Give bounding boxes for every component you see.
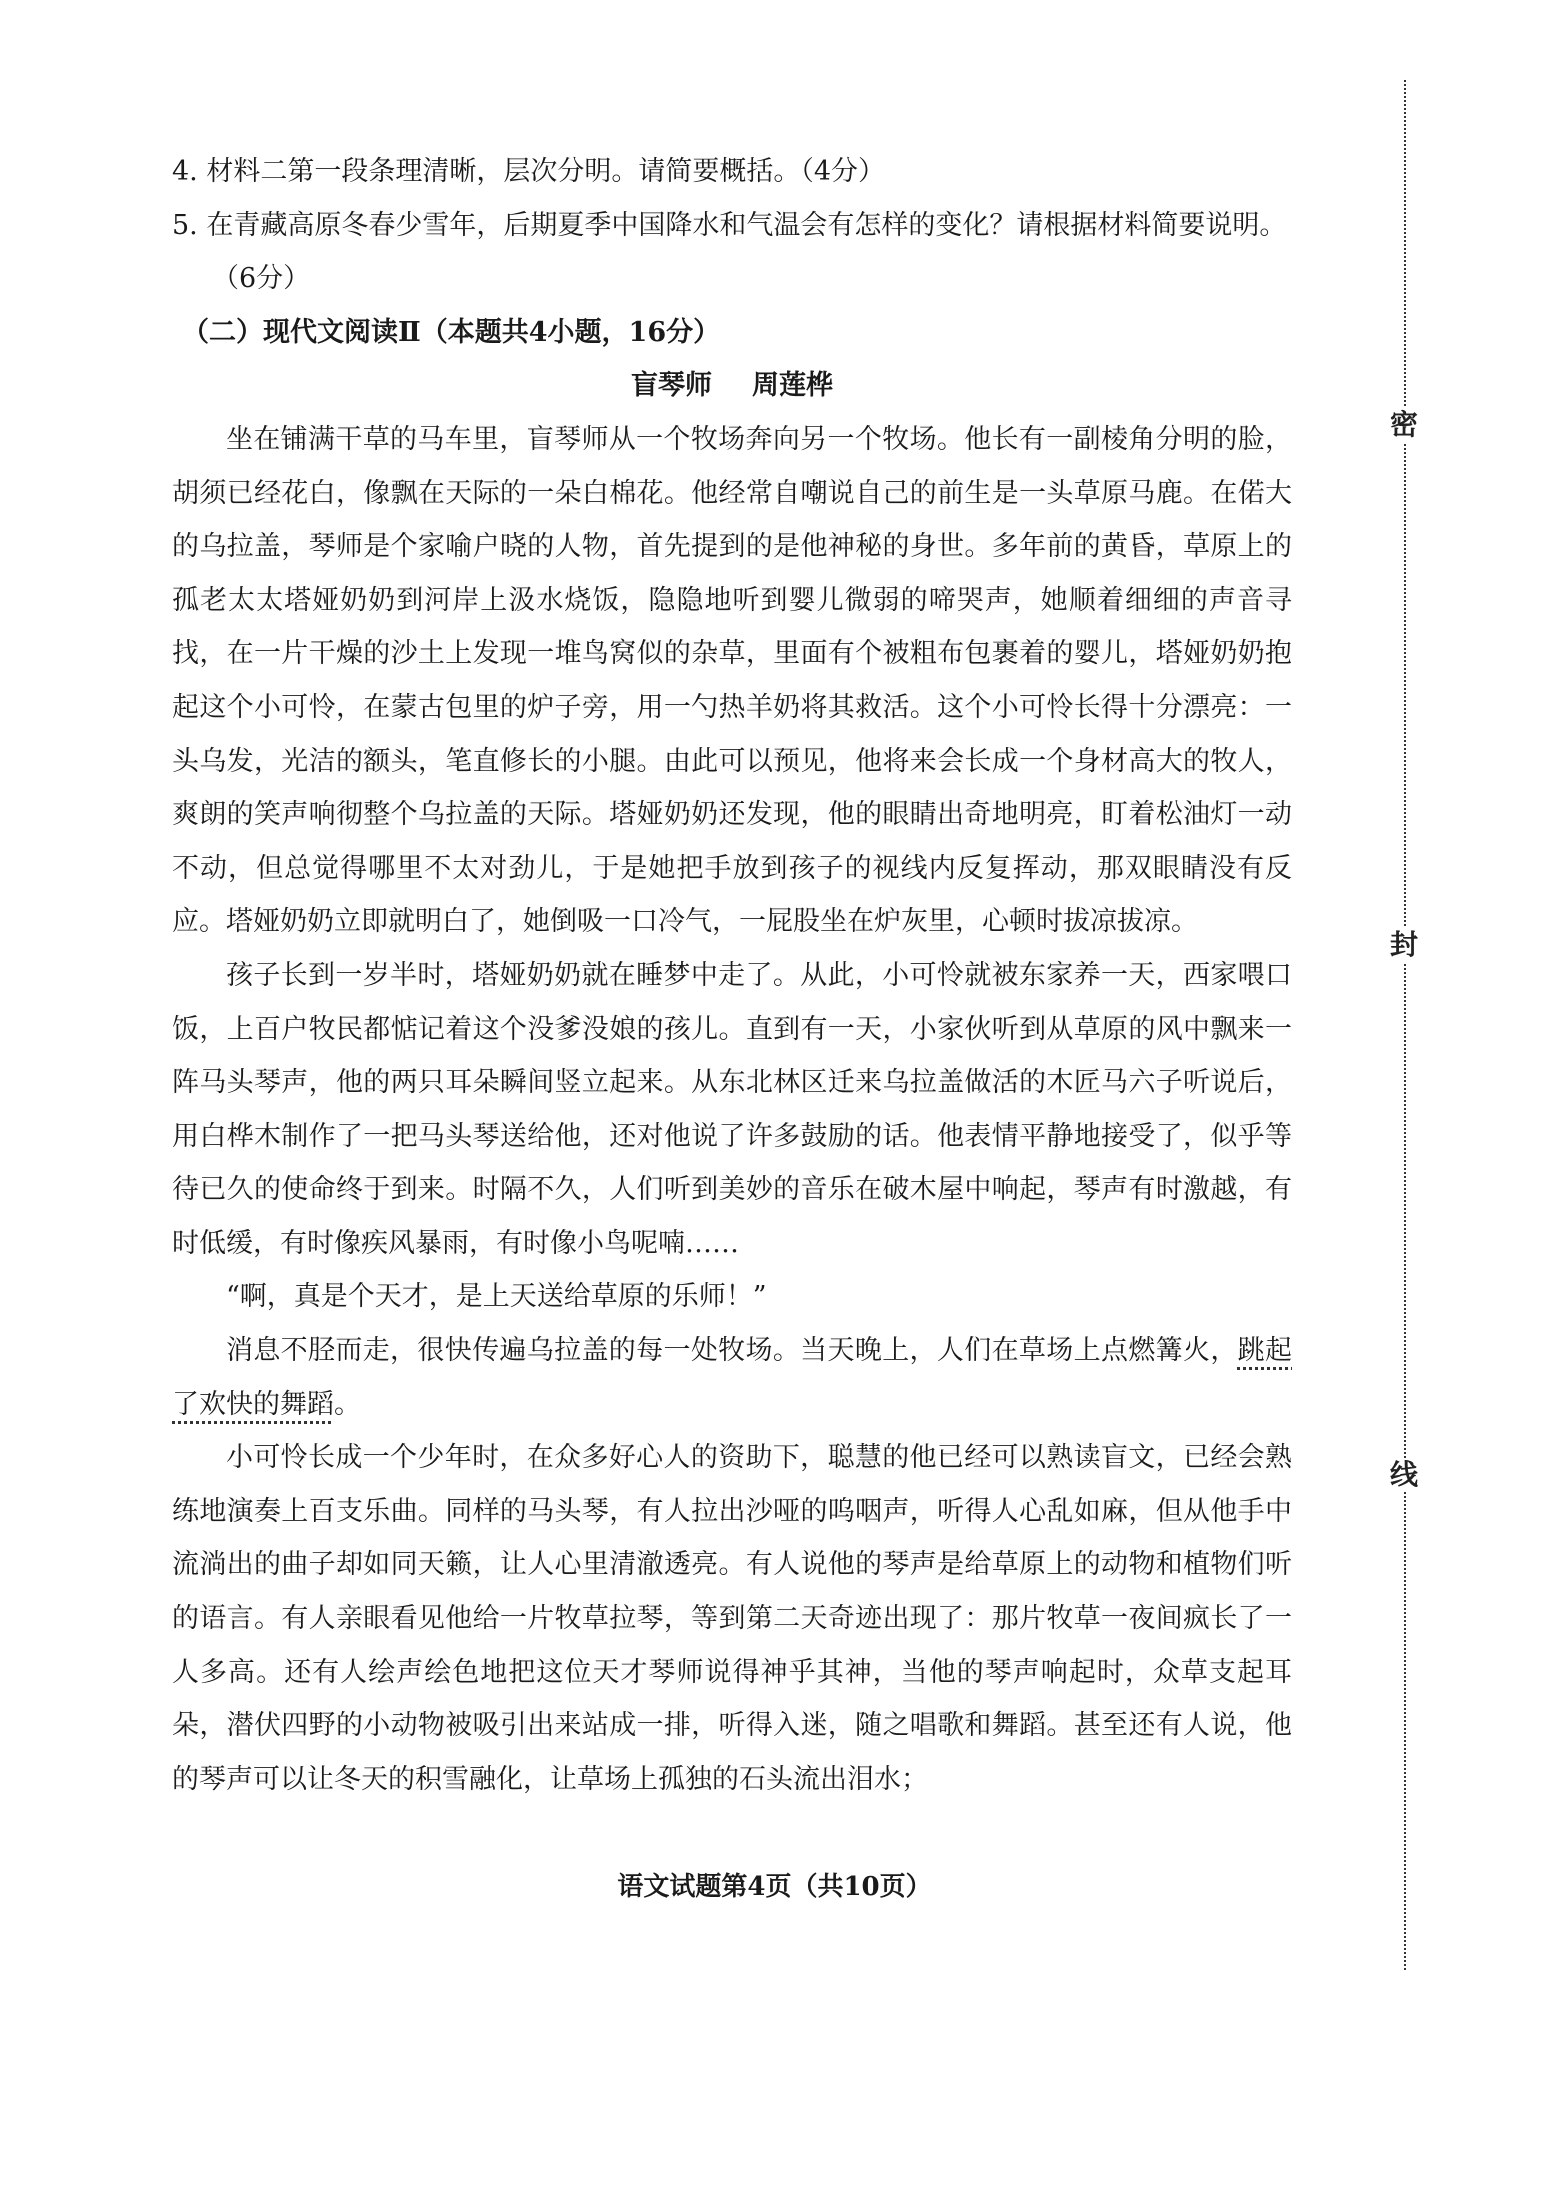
article-paragraph-4 [172, 1324, 1292, 1431]
margin-label-mi: 密 [1389, 408, 1418, 441]
question-4: 4. 材料二第一段条理清晰，层次分明。请简要概括。（4分） [172, 156, 886, 187]
article-heading [172, 359, 1292, 413]
article-paragraph-3: “啊，真是个天才，是上天送给草原的乐师！” [226, 1281, 767, 1313]
article-paragraph-2: 孩子长到一岁半时，塔娅奶奶就在睡梦中走了。从此，小可怜就被东家养一天，西家喂口饭，上百户牧民都惦记着这个没爹没娘的孩儿。直到有一天，小家伙听到从草原的风中飘来一阵马头琴声，他的两只耳朵瞬间竖立起来。从东北林区迁来乌拉盖做活的木匠马六子听说后，用白桦木制作了一把马头琴送给他，还对他说了许多鼓励的话。他表情平静地接受了，似乎等待已久的使命终于到来。时隔不久，人们听到美妙的音乐在破木屋中响起，琴声有时激越，有时低缓，有时像疾风暴雨，有时像小鸟呢喃…… [172, 959, 1292, 1259]
section-title: （二）现代文阅读Ⅱ（本题共4小题，16分） [182, 316, 721, 348]
article-title: 盲琴师 [631, 370, 712, 402]
margin-label-xian: 线 [1389, 1458, 1418, 1491]
paragraph-4-text: 消息不胫而走，很快传遍乌拉盖的每一处牧场。当天晚上，人们在草场上点燃篝火， [226, 1335, 1238, 1367]
article-author: 周莲桦 [752, 370, 833, 402]
binding-dotted-line [1404, 80, 1406, 1970]
emphasized-phrase: 跳起了欢快的舞蹈 [172, 1335, 1292, 1420]
article-paragraph-1: 坐在铺满干草的马车里，盲琴师从一个牧场奔向另一个牧场。他长有一副棱角分明的脸，胡须已经花白，像飘在天际的一朵白棉花。他经常自嘲说自己的前生是一头草原马鹿。在偌大的乌拉盖，琴师是个家喻户晓的人物，首先提到的是他神秘的身世。多年前的黄昏，草原上的孤老太太塔娅奶奶到河岸上汲水烧饭，隐隐地听到婴儿微弱的啼哭声，她顺着细细的声音寻找，在一片干燥的沙土上发现一堆鸟窝似的杂草，里面有个被粗布包裹着的婴儿，塔娅奶奶抱起这个小可怜，在蒙古包里的炉子旁，用一勺热羊奶将其救活。这个小可怜长得十分漂亮：一头乌发，光洁的额头，笔直修长的小腿。由此可以预见，他将来会长成一个身材高大的牧人，爽朗的笑声响彻整个乌拉盖的天际。塔娅奶奶还发现，他的眼睛出奇地明亮，盯着松油灯一动不动，但总觉得哪里不太对劲儿，于是她把手放到孩子的视线内反复挥动，那双眼睛没有反应。塔娅奶奶立即就明白了，她倒吸一口冷气，一屁股坐在炉灰里，心顿时拔凉拔凉。 [172, 423, 1292, 938]
page-content [172, 145, 1292, 1806]
margin-label-feng: 封 [1389, 928, 1418, 961]
article-paragraph-5: 小可怜长成一个少年时，在众多好心人的资助下，聪慧的他已经可以熟读盲文，已经会熟练地演奏上百支乐曲。同样的马头琴，有人拉出沙哑的呜咽声，听得人心乱如麻，但从他手中流淌出的曲子却如同天籁，让人心里清澈透亮。有人说他的琴声是给草原上的动物和植物们听的语言。有人亲眼看见他给一片牧草拉琴，等到第二天奇迹出现了：那片牧草一夜间疯长了一人多高。还有人绘声绘色地把这位天才琴师说得神乎其神，当他的琴声响起时，众草支起耳朵，潜伏四野的小动物被吸引出来站成一排，听得入迷，随之唱歌和舞蹈。甚至还有人说，他的琴声可以让冬天的积雪融化，让草场上孤独的石头流出泪水； [172, 1442, 1292, 1795]
page-footer: 语文试题第4页（共10页） [617, 1872, 932, 1902]
paragraph-4-end: 。 [334, 1388, 361, 1420]
question-5: 5. 在青藏高原冬春少雪年，后期夏季中国降水和气温会有怎样的变化？请根据材料简要说明。（6分） [172, 209, 1287, 295]
